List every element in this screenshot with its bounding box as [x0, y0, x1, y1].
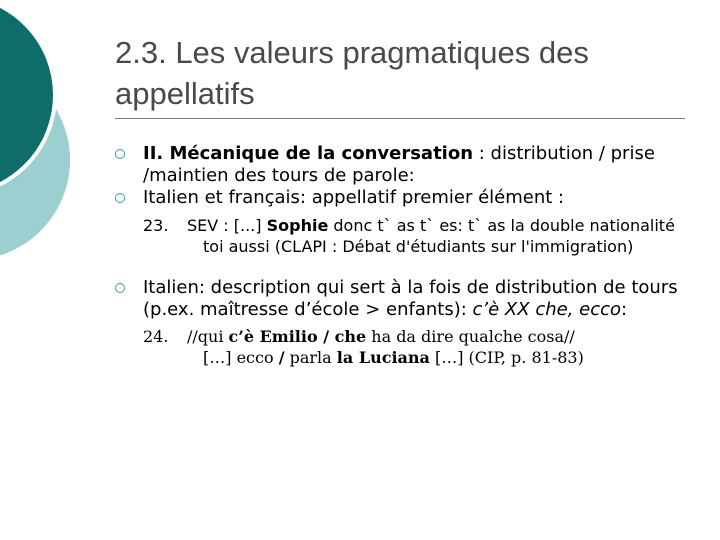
- example-bold-name: la Luciana: [336, 348, 430, 367]
- slide-decoration: [0, 0, 120, 300]
- example-bold-name: Sophie: [266, 216, 329, 235]
- example-text-part: //qui: [187, 327, 229, 346]
- bullet-text: Italien et français: appellatif premier élément :: [143, 187, 565, 208]
- example-item-23: [115, 215, 685, 257]
- example-text: [187, 326, 685, 368]
- slide-title: 2.3. Les valeurs pragmatiques des appellatifs: [115, 35, 589, 111]
- circle-outline-icon: [115, 149, 125, 159]
- example-text-part: ha da dire qualche cosa//: [366, 327, 575, 346]
- example-text-part: […] (CIP, p. 81-83): [429, 348, 584, 367]
- circle-outline-icon: [115, 283, 125, 293]
- example-number: 23.: [143, 216, 169, 235]
- example-text-part: […] ecco: [203, 348, 279, 367]
- example-text-part: parla: [284, 348, 337, 367]
- bullet-item-italien-francais: [115, 187, 685, 209]
- example-bold-slash: /: [278, 348, 285, 367]
- bullet-item-italien-description: [115, 277, 685, 321]
- bullet-item-mecanique: [115, 143, 685, 187]
- example-bold-phrase: c’è Emilio / che: [228, 327, 367, 346]
- example-text: [187, 215, 685, 257]
- example-text-part: SEV : [...]: [187, 216, 267, 235]
- bullet-text-end: :: [621, 299, 628, 320]
- bullet-text: : distribution / prise /maintien des tours de parole:: [143, 143, 655, 186]
- bullet-bold-heading: II. Mécanique de la conversation: [143, 143, 474, 164]
- bullet-list: [115, 143, 685, 368]
- title-divider: [115, 118, 685, 119]
- bullet-text: Italien: description qui sert à la fois de distribution de tours (p.ex. maîtresse d’école > enfants):: [143, 277, 678, 320]
- example-number: 24.: [143, 327, 169, 346]
- bullet-italic-example: c’è XX che, ecco: [472, 299, 622, 320]
- example-item-24: [115, 326, 685, 368]
- example-text-part: donc t` as t` es: t` as la double nationalité toi aussi (CLAPI : Débat d'étudiants sur l'immigration): [203, 216, 675, 256]
- circle-outline-icon: [115, 193, 125, 203]
